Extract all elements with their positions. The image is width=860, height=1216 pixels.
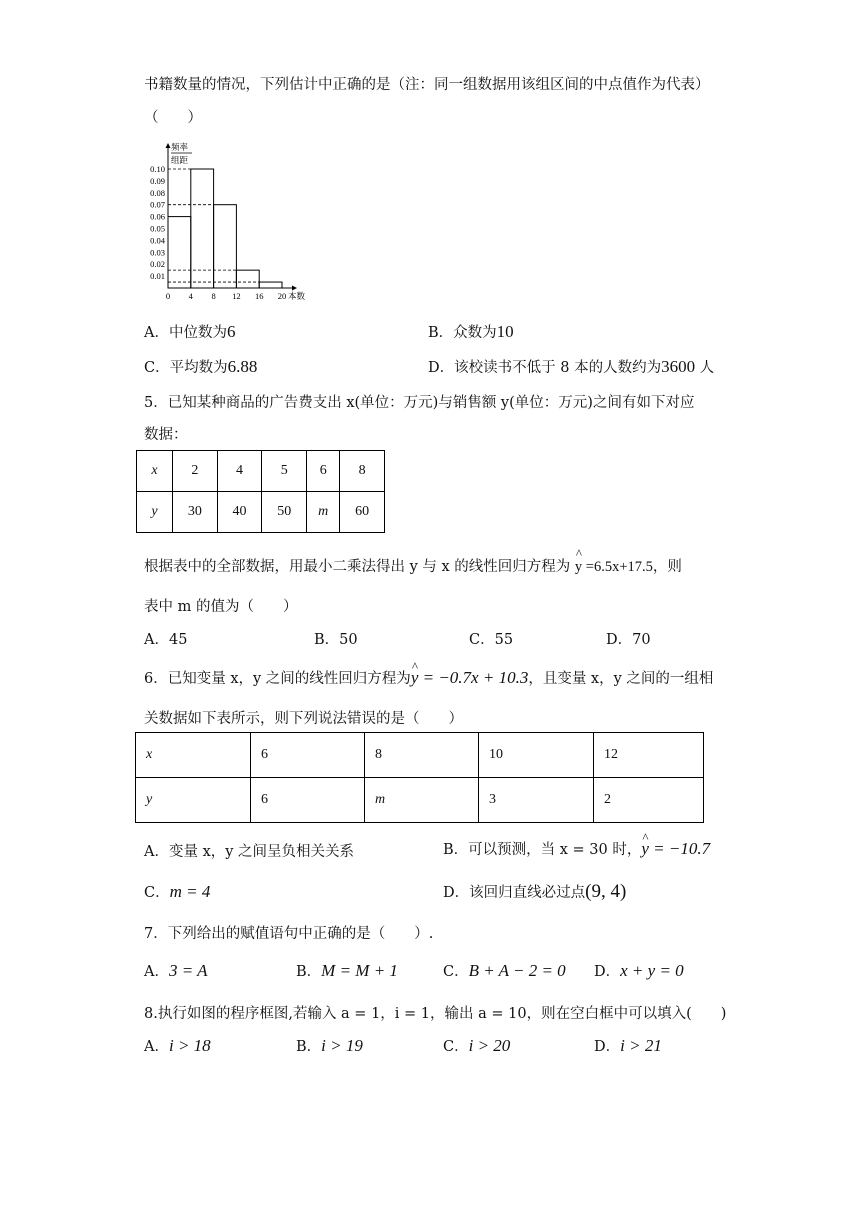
q5-x-cell: 6 <box>307 451 340 492</box>
q4-d-value: 3600 <box>661 357 696 376</box>
q6-y-cell: 3 <box>479 778 594 823</box>
y-tick-label: 0.02 <box>150 259 165 270</box>
y-tick-label: 0.07 <box>150 199 165 210</box>
y-tick-label: 0.03 <box>150 247 165 258</box>
q6-y-header: y <box>136 778 251 823</box>
q5-stem-line2: 数据： <box>144 427 188 443</box>
q4-b-label: B．众数为 <box>428 325 497 341</box>
q8-a-label: A． <box>144 1039 169 1055</box>
q5-x-header: x <box>137 451 173 492</box>
q5-stem-line1: 5．已知某种商品的广告费支出 x(单位：万元)与销售额 y(单位：万元)之间有如下对应 <box>144 395 695 411</box>
q4-b-value: 10 <box>496 322 514 341</box>
q5-question: 表中 m 的值为（ ） <box>144 599 298 615</box>
q6-table-row-x <box>136 733 704 778</box>
q4-d-unit: 人 <box>695 360 715 376</box>
q7-a-expr: 3 = A <box>168 961 208 980</box>
q6-stem-pre: 6．已知变量 x，y 之间的线性回归方程为 <box>144 671 411 687</box>
q6-x-cell: 10 <box>479 733 594 778</box>
q6-x-cell: 6 <box>251 733 365 778</box>
q4-option-a[interactable] <box>144 321 235 342</box>
q5-regression-text <box>144 555 682 576</box>
q4-option-d[interactable] <box>428 356 714 377</box>
q5-regression-eq: ^ y =6.5x+17.5，则 <box>575 555 682 576</box>
q8-b-label: B． <box>296 1039 322 1055</box>
hist-bar <box>236 270 259 288</box>
q8-option-a[interactable] <box>144 1035 211 1056</box>
y-axis-arrow <box>166 143 171 148</box>
q6-option-c[interactable] <box>144 881 210 902</box>
q6-stem-line1 <box>144 667 713 688</box>
q7-d-expr: x + y = 0 <box>620 961 684 980</box>
x-tick-label: 16 <box>254 291 264 301</box>
q5-x-cell: 2 <box>173 451 218 492</box>
q7-option-a[interactable] <box>144 960 208 981</box>
q5-option-a[interactable]: A．45 <box>144 632 188 648</box>
x-tick-label: 0 <box>165 291 171 301</box>
hist-bar <box>168 217 191 288</box>
x-axis-arrow <box>292 286 297 291</box>
y-tick-label: 0.05 <box>150 223 165 234</box>
q6-d-label: D．该回归直线必过点 <box>443 885 586 901</box>
y-axis-label-top: 频率 <box>171 143 189 153</box>
q8-option-d[interactable] <box>594 1035 662 1056</box>
q5-y-cell: 60 <box>340 492 385 533</box>
q6-y-cell: m <box>365 778 479 823</box>
q6-x-cell: 8 <box>365 733 479 778</box>
q6-x-cell: 12 <box>594 733 704 778</box>
q6-option-b[interactable] <box>443 838 710 859</box>
q7-b-label: B． <box>296 964 322 980</box>
q6-b-eq: ^ y = −10.7 <box>641 839 710 859</box>
q5-option-b[interactable]: B．50 <box>314 632 358 648</box>
q5-y-header: y <box>137 492 173 533</box>
q6-option-a[interactable]: A．变量 x，y 之间呈负相关关系 <box>144 844 355 860</box>
q6-c-label: C． <box>144 885 170 901</box>
y-tick-label: 0.10 <box>150 164 165 174</box>
q6-d-eq: (9, 4) <box>585 881 627 902</box>
q7-option-c[interactable] <box>443 960 566 981</box>
histogram-chart <box>140 140 340 305</box>
q5-table-row-y <box>137 492 385 533</box>
q5-x-cell: 5 <box>262 451 307 492</box>
q6-b-label: B．可以预测，当 x = 30 时， <box>443 842 642 858</box>
q5-option-d[interactable]: D．70 <box>606 632 651 648</box>
q7-option-b[interactable] <box>296 960 398 981</box>
q8-a-expr: i > 18 <box>168 1036 211 1055</box>
q6-data-table <box>135 732 704 823</box>
q8-d-expr: i > 21 <box>620 1036 662 1055</box>
x-tick-label: 4 <box>188 291 193 301</box>
q5-y-cell: 40 <box>217 492 262 533</box>
q5-regression-label: 根据表中的全部数据，用最小二乘法得出 y 与 x 的线性回归方程为 <box>144 559 571 575</box>
x-tick-label: 8 <box>211 291 216 301</box>
q7-b-expr: M = M + 1 <box>321 961 398 980</box>
q5-table-row-x <box>137 451 385 492</box>
q5-y-cell: 30 <box>173 492 218 533</box>
q7-stem: 7．下列给出的赋值语句中正确的是（ ）. <box>144 926 434 942</box>
q8-c-expr: i > 20 <box>468 1036 511 1055</box>
q4-c-value: 6.88 <box>227 357 258 376</box>
q4-stem: 书籍数量的情况，下列估计中正确的是（注：同一组数据用该组区间的中点值作为代表） <box>144 77 710 93</box>
q6-y-cell: 6 <box>251 778 365 823</box>
q7-c-expr: B + A − 2 = 0 <box>468 961 566 980</box>
x-tick-label: 20 <box>277 291 287 301</box>
y-tick-label: 0.01 <box>150 271 165 282</box>
q5-y-cell: m <box>307 492 340 533</box>
y-axis-label-bottom: 组距 <box>171 156 189 166</box>
q5-x-cell: 4 <box>217 451 262 492</box>
y-tick-label: 0.09 <box>150 175 165 186</box>
q4-a-value: 6 <box>226 322 236 341</box>
q6-stem-post: ，且变量 x，y 之间的一组相 <box>528 671 714 687</box>
y-tick-label: 0.06 <box>150 211 165 222</box>
q4-a-label: A．中位数为 <box>144 325 227 341</box>
q7-c-label: C． <box>443 964 469 980</box>
q6-regression-eq: ^ y = −0.7x + 10.3 <box>411 668 529 688</box>
q4-c-label: C．平均数为 <box>144 360 228 376</box>
hist-bar <box>259 282 282 288</box>
q5-y-cell: 50 <box>262 492 307 533</box>
q8-option-b[interactable] <box>296 1035 363 1056</box>
y-tick-label: 0.04 <box>150 235 165 246</box>
q6-stem-line2: 关数据如下表所示，则下列说法错误的是（ ） <box>144 711 463 727</box>
q6-option-d[interactable] <box>443 881 626 903</box>
q7-a-label: A． <box>144 964 169 980</box>
q6-c-eq: m = 4 <box>169 882 211 901</box>
q4-blank: （ ） <box>144 110 202 126</box>
q8-option-c[interactable] <box>443 1035 510 1056</box>
q7-d-label: D． <box>594 964 621 980</box>
q4-option-b[interactable] <box>428 321 514 342</box>
q8-b-expr: i > 19 <box>321 1036 363 1055</box>
q7-option-d[interactable] <box>594 960 684 981</box>
q4-option-c[interactable] <box>144 356 257 377</box>
q6-y-cell: 2 <box>594 778 704 823</box>
x-axis-label: 本数 <box>288 292 306 302</box>
x-tick-label: 12 <box>232 291 241 301</box>
q5-option-c[interactable]: C．55 <box>469 632 514 648</box>
q6-x-header: x <box>136 733 251 778</box>
q6-table-row-y <box>136 778 704 823</box>
q8-c-label: C． <box>443 1039 469 1055</box>
q5-x-cell: 8 <box>340 451 385 492</box>
y-tick-label: 0.08 <box>150 187 165 198</box>
q4-d-label: D．该校读书不低于 8 本的人数约为 <box>428 360 662 376</box>
hist-bar <box>214 205 237 288</box>
q8-d-label: D． <box>594 1039 621 1055</box>
q5-data-table <box>136 450 385 533</box>
q8-stem: 8.执行如图的程序框图,若输入 a = 1，i = 1，输出 a = 10，则在空白框中可以填入( ) <box>144 1006 727 1022</box>
